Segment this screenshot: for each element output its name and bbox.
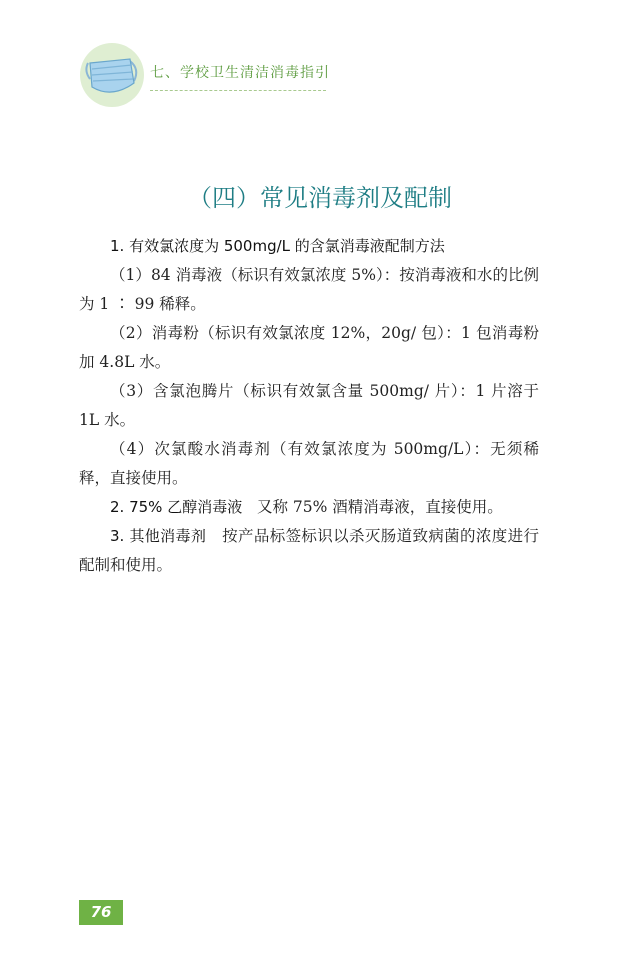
item-1-1 [79,261,539,319]
item-1-1-body: （1）84 消毒液（标识有效氯浓度 5%）：按消毒液和水的比例为 1 ∶ 99 稀释。 [79,266,539,313]
chapter-title: 七、学校卫生清洁消毒指引 [150,65,330,81]
item-2-body: 又称 75% 酒精消毒液，直接使用。 [256,498,503,516]
header-badge [80,43,144,107]
item-1-3-body: （3）含氯泡腾片（标识有效氯含量 500mg/ 片）：1 片溶于 1L 水。 [79,382,539,429]
item-1 [79,232,539,261]
item-1-2 [79,319,539,377]
item-1-4 [79,435,539,493]
page-number: 76 [79,900,123,925]
item-3-heading: 3. 其他消毒剂 [110,527,207,545]
face-mask-icon [80,43,144,107]
section-title: （四）常见消毒剂及配制 [188,184,452,212]
item-3 [79,522,539,580]
item-1-3 [79,377,539,435]
item-1-2-body: （2）消毒粉（标识有效氯浓度 12%，20g/ 包）：1 包消毒粉加 4.8L 水。 [79,324,539,371]
item-2-heading: 2. 75% 乙醇消毒液 [110,498,243,516]
content-body [79,232,539,580]
item-1-4-body: （4）次氯酸水消毒剂（有效氯浓度为 500mg/L）：无须稀释，直接使用。 [79,440,539,487]
item-1-heading: 1. 有效氯浓度为 500mg/L 的含氯消毒液配制方法 [110,237,445,255]
header-divider [150,90,326,91]
item-2 [79,493,539,522]
item-3-body: 按产品标签标识以杀灭肠道致病菌的浓度进行配制和使用。 [79,527,539,574]
